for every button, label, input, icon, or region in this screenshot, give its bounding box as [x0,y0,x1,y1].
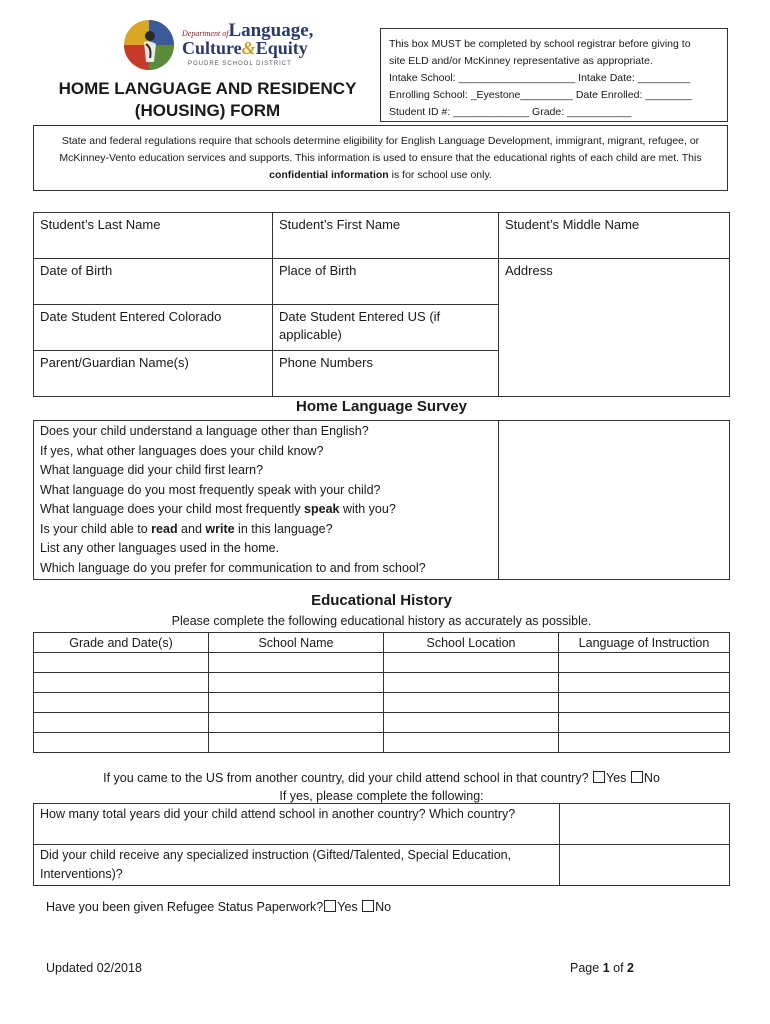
survey-question: Does your child understand a language other than English? [40,424,369,438]
specialized-instruction-question: Did your child receive any specialized instruction (Gifted/Talented, Special Education, Interventions)? [34,845,560,886]
first-name-field[interactable]: Student’s First Name [273,213,499,259]
confidentiality-notice: State and federal regulations require that schools determine eligibility for English Language Development, immigrant, migrant, refugee, or McKinney-Vento education services and supports. This information is used to ensure that the educational rights of each child are met. This confidential information is for school use only. [33,125,728,191]
updated-date: Updated 02/2018 [46,961,142,975]
page-number: Page 1 of 2 [570,961,634,975]
date-of-birth-field[interactable]: Date of Birth [34,259,273,305]
column-header: School Name [209,633,384,653]
education-history-table [33,632,730,753]
date-entered-colorado-field[interactable]: Date Student Entered Colorado [34,305,273,351]
last-name-field[interactable]: Student’s Last Name [34,213,273,259]
column-header: School Location [384,633,559,653]
refugee-no-checkbox[interactable] [362,900,374,912]
refugee-question: Have you been given Refugee Status Paperwork? Yes No [46,900,392,914]
abroad-years-field[interactable] [560,804,730,845]
logo-wordmark-line1: Department ofLanguage, [182,20,314,41]
enrolling-fields[interactable]: Enrolling School: _Eyestone_________ Date Enrolled: ________ [389,89,692,101]
student-id-fields[interactable]: Student ID #: _____________ Grade: ___________ [389,106,632,118]
table-row [34,713,730,733]
table-row [34,673,730,693]
education-subtitle: Please complete the following educational history as accurately as possible. [171,614,592,628]
address-field[interactable]: Address [499,259,730,397]
survey-questions [34,421,499,580]
form-title: HOME LANGUAGE AND RESIDENCY (HOUSING) FORM [58,79,357,120]
abroad-yes-checkbox[interactable] [593,771,605,783]
education-heading: Educational History [311,592,452,609]
specialized-instruction-field[interactable] [560,845,730,886]
guardian-name-field[interactable]: Parent/Guardian Name(s) [34,351,273,397]
survey-question: What language does your child most frequently speak with you? [40,502,396,516]
survey-question: What language do you most frequently speak with your child? [40,482,381,497]
intake-fields[interactable]: Intake School: ____________________ Intake Date: _________ [389,72,691,84]
abroad-schooling-table [33,803,730,886]
logo-emblem-icon [122,18,180,72]
column-header: Language of Instruction [559,633,730,653]
registrar-box [380,28,728,122]
survey-question: List any other languages used in the home. [40,541,280,555]
home-language-survey-table [33,420,730,580]
survey-question: What language did your child first learn? [40,463,264,477]
table-row [34,653,730,673]
survey-question: Which language do you prefer for communication to and from school? [40,560,426,575]
student-info-table [33,212,730,397]
logo-district-name: POUDRE SCHOOL DISTRICT [188,61,292,67]
place-of-birth-field[interactable]: Place of Birth [273,259,499,305]
refugee-yes-checkbox[interactable] [324,900,336,912]
abroad-school-question: If you came to the US from another country, did your child attend school in that country? Yes No If yes, please complete the following: [33,769,730,805]
registrar-instruction-cont: site ELD and/or McKinney representative as appropriate. [389,55,653,67]
column-header: Grade and Date(s) [34,633,209,653]
abroad-years-question: How many total years did your child attend school in another country? Which country? [34,804,560,845]
abroad-followup: If yes, please complete the following: [279,789,484,803]
survey-heading: Home Language Survey [296,398,467,415]
registrar-instruction: This box MUST be completed by school registrar before giving to [389,38,691,50]
district-logo [122,18,322,72]
survey-answers-field[interactable] [499,421,730,580]
table-row [34,693,730,713]
middle-name-field[interactable]: Student’s Middle Name [499,213,730,259]
survey-question: If yes, what other languages does your child know? [40,443,324,458]
survey-question: Is your child able to read and write in this language? [40,521,333,536]
date-entered-us-field[interactable]: Date Student Entered US (if applicable) [273,305,499,351]
logo-wordmark-line2: Culture&Equity [182,38,308,58]
table-row [34,733,730,753]
abroad-no-checkbox[interactable] [631,771,643,783]
phone-numbers-field[interactable]: Phone Numbers [273,351,499,397]
